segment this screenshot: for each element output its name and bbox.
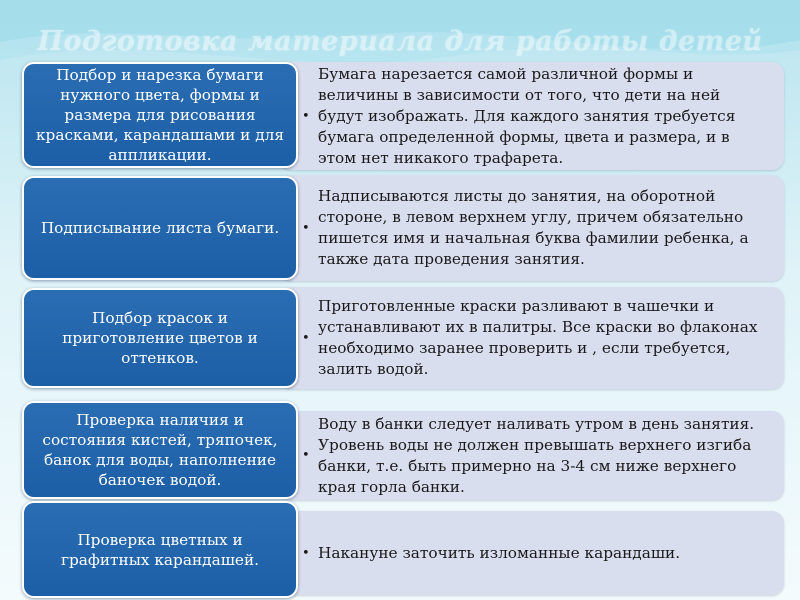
row-sheet-signing — [22, 175, 784, 283]
bullet-icon: • — [302, 545, 310, 561]
detail-text: Накануне заточить изломанные карандаши. — [318, 543, 681, 562]
detail-text: Надписываются листы до занятия, на оборотной стороне, в левом верхнем углу, причем обязательно пишется имя и начальная буква фамилии ребенка, а также дата проведения занятия. — [318, 187, 749, 268]
detail-box — [280, 511, 784, 595]
detail-box — [280, 62, 784, 170]
row-paper-cutting — [22, 62, 784, 172]
bullet-icon: • — [302, 108, 310, 124]
step-head-box — [22, 401, 298, 499]
detail-text: Воду в банки следует наливать утром в день занятия. Уровень воды не должен превышать верхнего изгиба банки, т.е. быть примерно на 3-4 см ниже верхнего края горла банки. — [318, 414, 755, 496]
detail-box — [280, 287, 784, 389]
row-paint-preparation — [22, 287, 784, 391]
detail-box — [280, 411, 784, 500]
detail-text: Бумага нарезается самой различной формы и величины в зависимости от того, что дети на ней будут изображать. Для каждого занятия требуется бумага определенной формы, цвета и размера, и в этом нет никакого трафарета. — [318, 64, 736, 167]
step-head-text: Проверка наличия и состояния кистей, тряпочек, банок для воды, наполнение баночек водой. — [42, 411, 278, 489]
bullet-icon: • — [302, 330, 310, 346]
step-head-box — [22, 501, 298, 598]
step-head-text: Проверка цветных и графитных карандашей. — [60, 530, 260, 569]
row-brushes-check — [22, 401, 784, 501]
step-head-text: Подписывание листа бумаги. — [40, 219, 280, 237]
row-pencils-check — [22, 501, 784, 599]
step-head-box — [22, 288, 298, 388]
detail-box — [280, 175, 784, 281]
bullet-icon: • — [302, 220, 310, 236]
detail-text: Приготовленные краски разливают в чашечки и устанавливают их в палитры. Все краски во флаконах необходимо заранее проверить и , если требуется, залить водой. — [318, 297, 758, 378]
step-head-box — [22, 62, 298, 168]
slide-title: Подготовка материала для работы детей — [37, 26, 763, 57]
step-head-text: Подбор и нарезка бумаги нужного цвета, формы и размера для рисования красками, карандашами и для аппликации. — [35, 66, 284, 164]
step-head-text: Подбор красок и приготовление цветов и оттенков. — [62, 309, 258, 367]
step-head-box — [22, 176, 298, 280]
bullet-icon: • — [302, 448, 310, 463]
